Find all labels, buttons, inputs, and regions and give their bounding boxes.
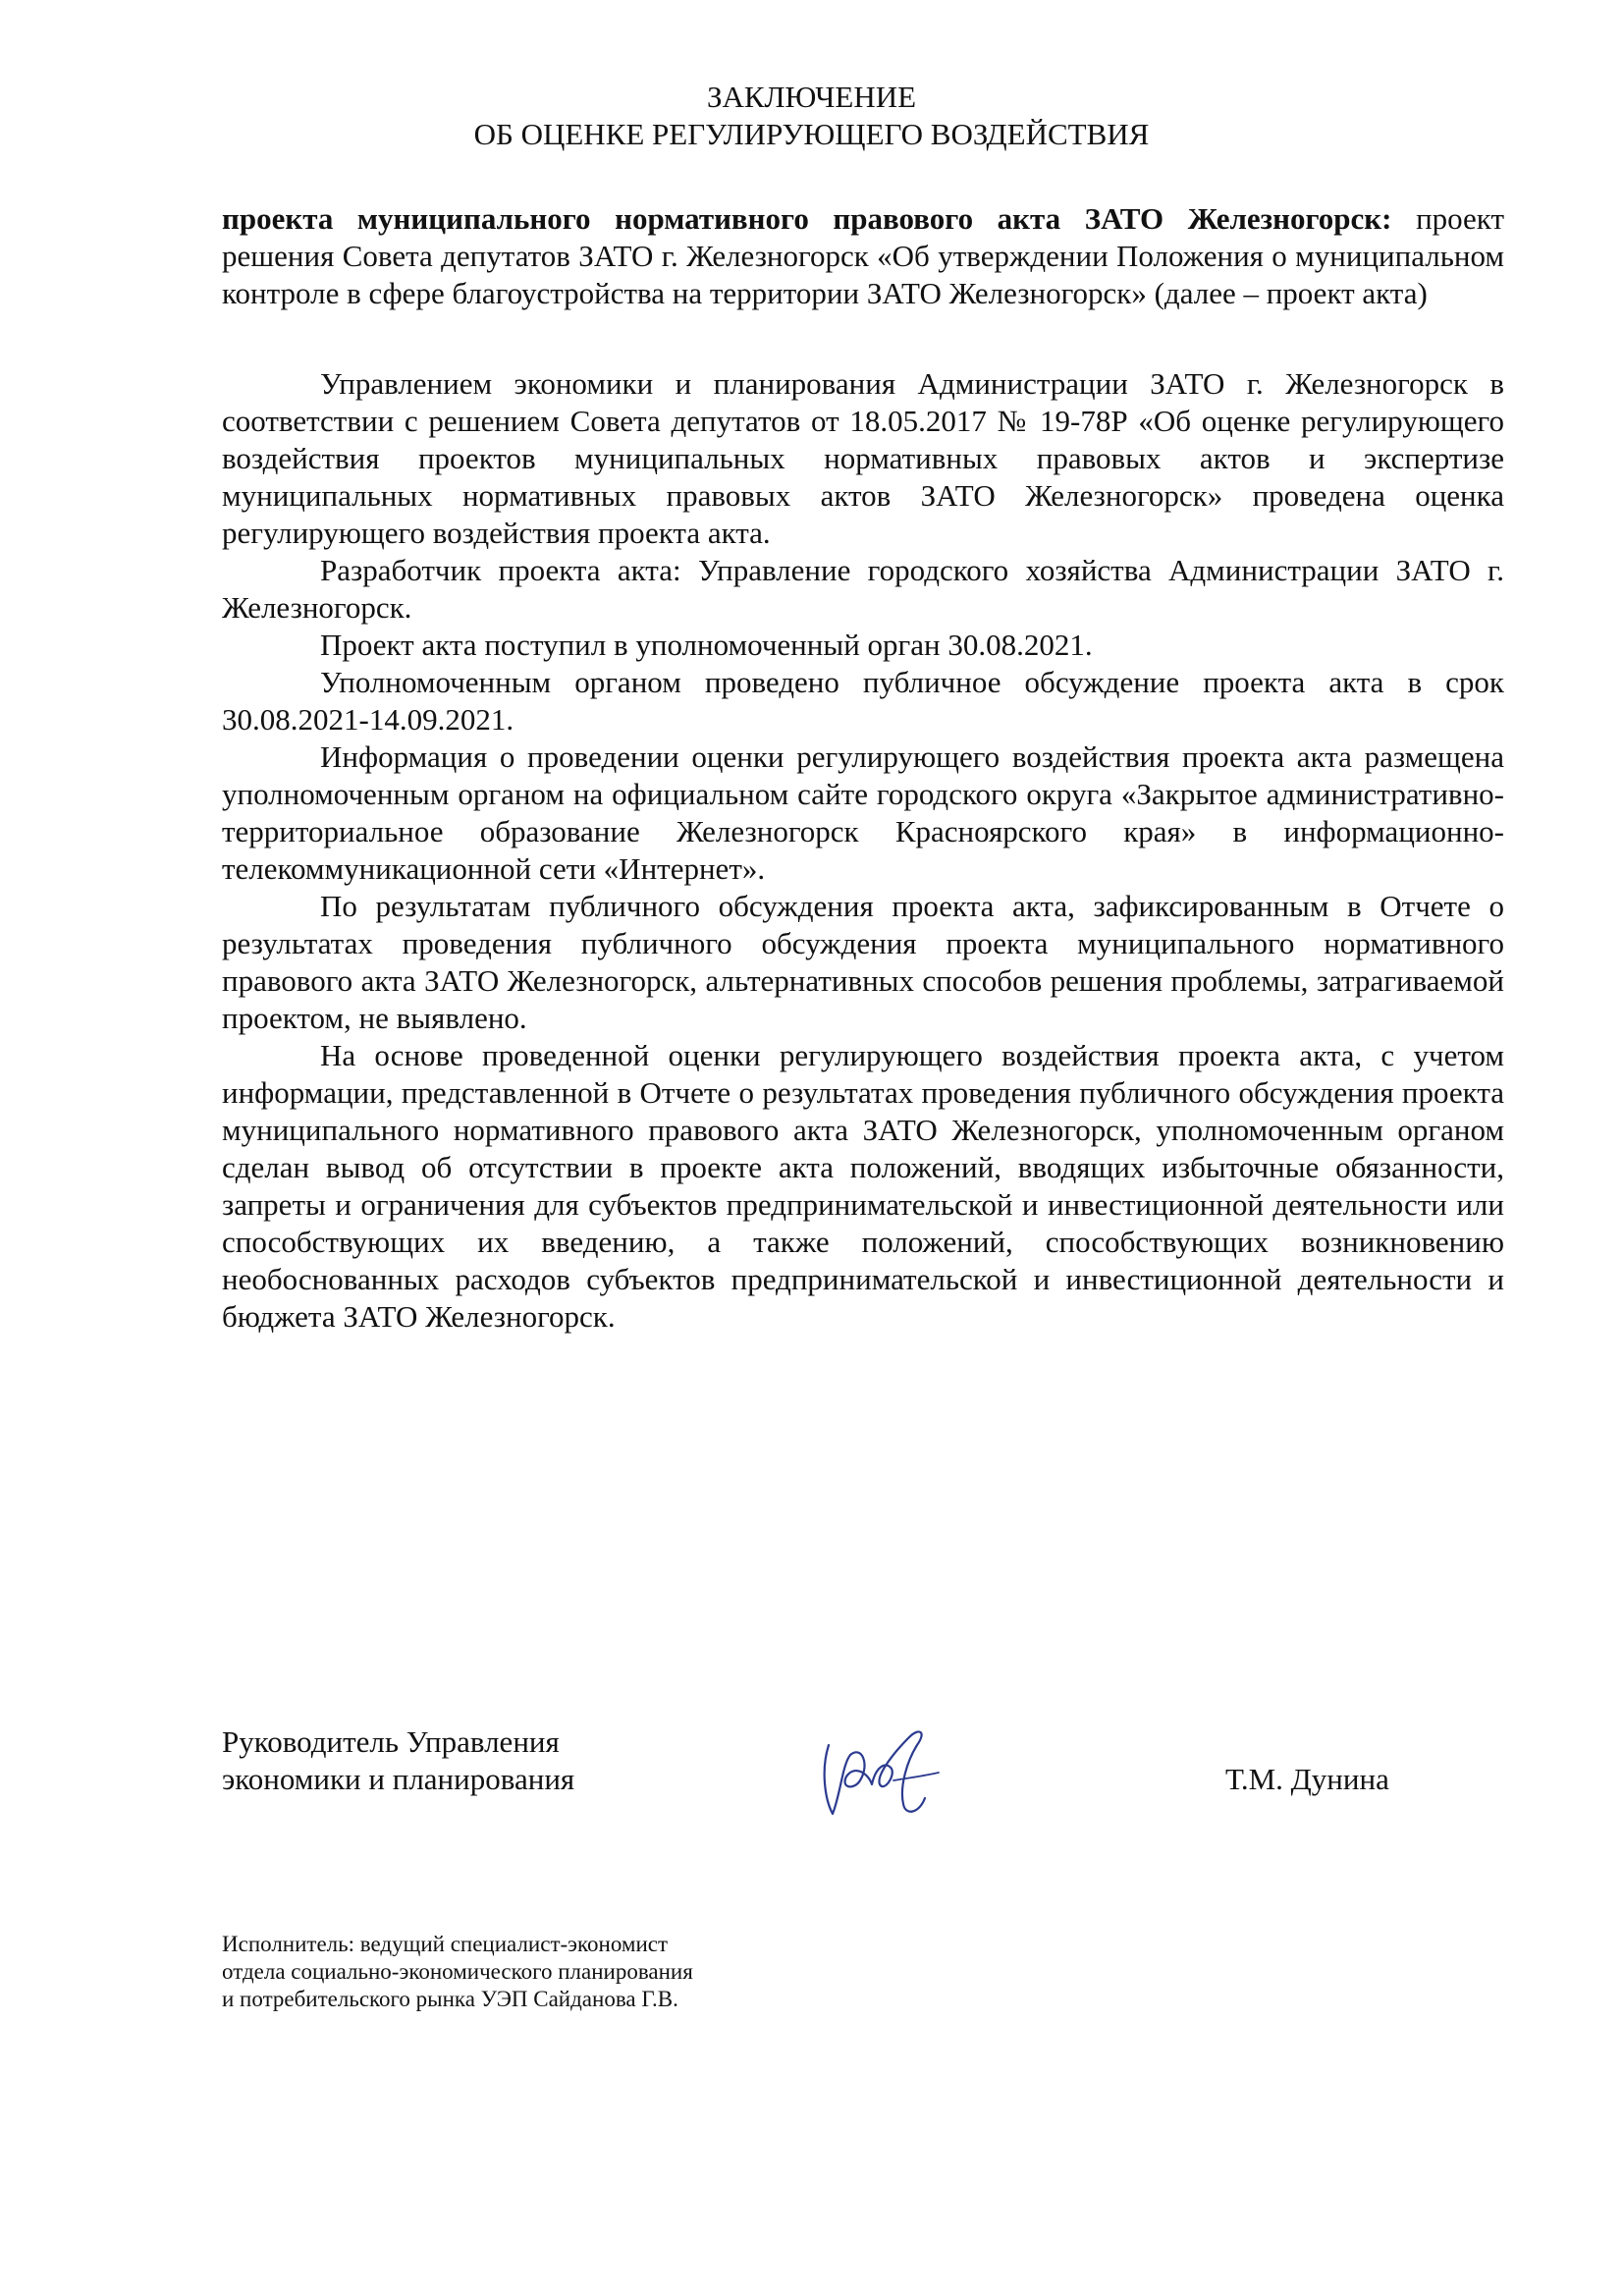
paragraph-conclusion: На основе проведенной оценки регулирующего воздействия проекта акта, с учетом информации, представленной в Отчете о результатах проведения публичного обсуждения проекта муниципального нормативного правового акта ЗАТО Железногорск, уполномоченным органом сделан вывод об отсутствии в проекте акта положений, вводящих избыточные обязанности, запреты и ограничения для субъектов предпринимательской и инвестиционной деятельности или способствующих их введению, а также положений, способствующих возникновению необоснованных расходов субъектов предпринимательской и инвестиционной деятельности и бюджета ЗАТО Железногорск. <box>222 1038 1504 1334</box>
subject-bold: проекта муниципального нормативного правового акта ЗАТО Железногорск: <box>222 201 1392 236</box>
handwritten-signature <box>811 1716 958 1833</box>
signer-position-line2: экономики и планирования <box>222 1762 575 1796</box>
paragraph-discussion: Уполномоченным органом проведено публичное обсуждение проекта акта в срок 30.08.2021-14.09.2021. <box>222 665 1504 737</box>
heading-title: ЗАКЛЮЧЕНИЕ <box>706 80 917 114</box>
signer-position-line1: Руководитель Управления <box>222 1724 560 1759</box>
paragraph-authority: Управлением экономики и планирования Администрации ЗАТО г. Железногорск в соответствии с решением Совета депутатов от 18.05.2017 № 19-78Р «Об оценке регулирующего воздействия проектов муниципальных нормативных правовых актов и экспертизе муниципальных нормативных правовых актов ЗАТО Железногорск» проведена оценка регулирующего воздействия проекта акта. <box>222 366 1504 550</box>
executor-line2: отдела социально-экономического планирования <box>222 1959 693 1984</box>
paragraph-results: По результатам публичного обсуждения проекта акта, зафиксированным в Отчете о результатах проведения публичного обсуждения проекта муниципального нормативного правового акта ЗАТО Железногорск, альтернативных способов решения проблемы, затрагиваемой проектом, не выявлено. <box>222 889 1504 1035</box>
paragraph-developer: Разработчик проекта акта: Управление городского хозяйства Администрации ЗАТО г. Железногорск. <box>222 553 1504 625</box>
subject-text: проект решения Совета депутатов ЗАТО г. Железногорск «Об утверждении Положения о муниципальном контроле в сфере благоустройства на территории ЗАТО Железногорск» (далее – проект акта) <box>222 201 1505 310</box>
signer-name: Т.М. Дунина <box>1225 1762 1389 1796</box>
paragraph-received: Проект акта поступил в уполномоченный орган 30.08.2021. <box>320 628 1093 662</box>
document-heading <box>0 79 1623 153</box>
executor-note <box>222 1931 1007 2013</box>
signature-row <box>222 1723 1504 1831</box>
heading-subtitle: ОБ ОЦЕНКЕ РЕГУЛИРУЮЩЕГО ВОЗДЕЙСТВИЯ <box>473 117 1150 151</box>
document-body <box>222 200 1504 1336</box>
executor-line3: и потребительского рынка УЭП Сайданова Г.В. <box>222 1987 678 2011</box>
subject-block <box>222 200 1504 312</box>
paragraph-publication: Информация о проведении оценки регулирующего воздействия проекта акта размещена уполномоченным органом на официальном сайте городского округа «Закрытое административно-территориальное образование Железногорск Красноярского края» в информационно-телекоммуникационной сети «Интернет». <box>222 739 1504 886</box>
signer-position <box>222 1723 574 1798</box>
executor-line1: Исполнитель: ведущий специалист-экономист <box>222 1932 669 1956</box>
